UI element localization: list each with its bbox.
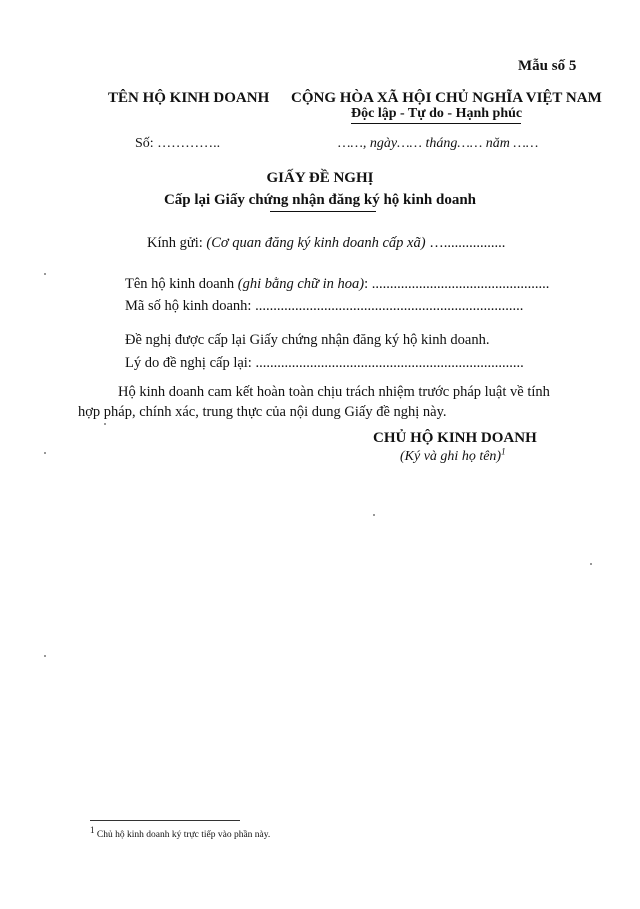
scan-speck: [44, 273, 46, 275]
signer-note: [400, 446, 506, 465]
request-statement: Đề nghị được cấp lại Giấy chứng nhận đăng ký hộ kinh doanh.: [125, 332, 490, 348]
scan-speck: [373, 514, 375, 516]
date-line: ……, ngày…… tháng…… năm ……: [338, 136, 539, 151]
commitment-line-2: hợp pháp, chính xác, trung thực của nội dung Giấy đề nghị này.: [78, 404, 447, 420]
business-household-heading: TÊN HỘ KINH DOANH: [108, 90, 270, 106]
scan-speck: [590, 563, 592, 565]
document-title: GIẤY ĐỀ NGHỊ: [266, 170, 374, 186]
business-name-field: [125, 276, 549, 293]
business-name-label: Tên hộ kinh doanh: [125, 276, 235, 292]
footnote-separator: [90, 820, 240, 821]
footnote-reference: 1: [501, 446, 506, 457]
form-number: Mẫu số 5: [518, 58, 577, 74]
document-subtitle: Cấp lại Giấy chứng nhận đăng ký hộ kinh doanh: [163, 192, 477, 208]
reason-label: Lý do đề nghị cấp lại:: [125, 355, 252, 371]
recipient-label: Kính gửi:: [147, 235, 203, 251]
signer-title: CHỦ HỘ KINH DOANH: [373, 430, 537, 446]
reason-field: [125, 355, 524, 372]
scan-speck: [44, 655, 46, 657]
recipient-dots: ….................: [429, 235, 506, 251]
business-code-label: Mã số hộ kinh doanh:: [125, 298, 252, 314]
reason-dots: ..........................................................................: [255, 355, 524, 371]
business-code-dots: ..........................................................................: [255, 298, 524, 314]
motto-underline: [351, 123, 521, 124]
business-name-note: (ghi bằng chữ in hoa): [237, 276, 365, 292]
recipient-line: [147, 235, 505, 252]
subtitle-underline: [270, 211, 376, 212]
national-motto: Độc lập - Tự do - Hạnh phúc: [351, 106, 523, 121]
footnote-text: Chủ hộ kinh doanh ký trực tiếp vào phần này.: [96, 830, 271, 841]
scan-speck: [104, 423, 106, 425]
business-code-field: [125, 298, 523, 315]
signer-note-text: (Ký và ghi họ tên): [400, 449, 502, 464]
scan-speck: [44, 452, 46, 454]
recipient-note: (Cơ quan đăng ký kinh doanh cấp xã): [206, 235, 426, 251]
commitment-line-1: Hộ kinh doanh cam kết hoàn toàn chịu trách nhiệm trước pháp luật về tính: [118, 384, 550, 400]
national-title: CỘNG HÒA XÃ HỘI CHỦ NGHĨA VIỆT NAM: [291, 90, 602, 106]
footnote-number: 1: [90, 825, 95, 835]
document-number-line: Số: …………..: [135, 136, 221, 151]
footnote: [90, 825, 271, 841]
business-name-dots: : .................................................: [364, 276, 550, 292]
